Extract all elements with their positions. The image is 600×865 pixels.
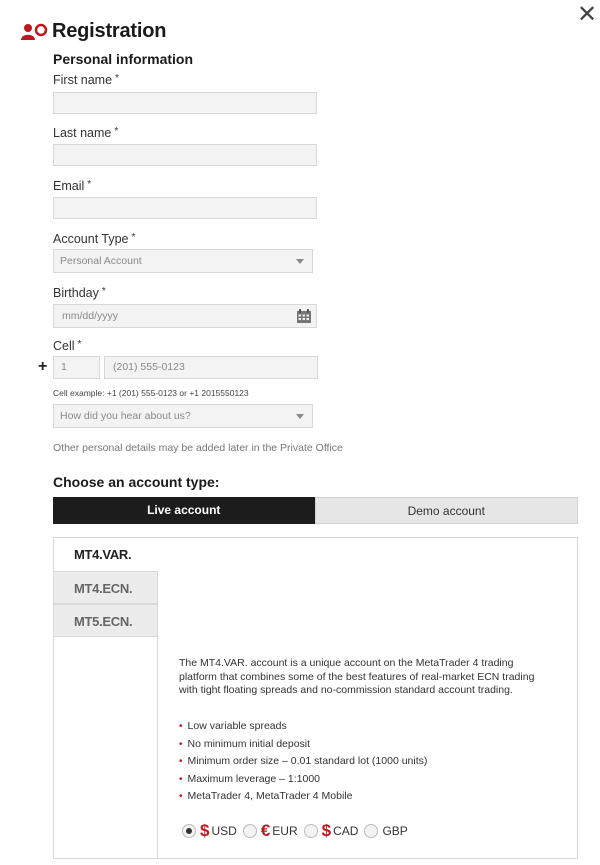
birthday-input[interactable] [53,304,317,328]
feature-list [179,718,427,806]
tab-live-account[interactable]: Live account [53,497,315,524]
last-name-label: Last name * [53,126,119,140]
account-type-tab-mt5-ecn[interactable]: MT5.ECN. [54,604,158,637]
calendar-icon[interactable] [296,308,312,324]
chevron-down-icon [296,414,304,419]
last-name-input[interactable] [53,144,317,166]
feature-item: • No minimum initial deposit [179,737,311,750]
account-type-tab-mt4-ecn[interactable]: MT4.ECN. [54,571,158,604]
personal-details-note: Other personal details may be added later in the Private Office [53,442,343,454]
feature-item: • MetaTrader 4, MetaTrader 4 Mobile [179,790,353,802]
euro-icon: € [260,821,271,840]
account-type-tab-mt4-var[interactable]: MT4.VAR. [54,538,158,571]
referral-select[interactable] [53,404,313,428]
bullet-icon: • [179,756,183,767]
account-choice-title: Choose an account type: [53,474,220,490]
feature-item: • Low variable spreads [179,720,287,732]
bullet-icon: • [179,791,183,802]
currency-radio-usd[interactable] [182,824,196,838]
currency-label-eur: EUR [272,824,298,838]
currency-options [182,821,414,841]
currency-radio-gbp[interactable] [364,824,378,838]
account-type-select[interactable] [53,249,313,273]
account-tabs [53,497,578,524]
account-type-value: Personal Account [60,255,142,267]
dollar-icon: $ [200,821,210,840]
feature-item: • Maximum leverage – 1:1000 [179,772,321,785]
currency-label-gbp: GBP [382,824,408,838]
currency-radio-cad[interactable] [304,824,318,838]
plus-icon: + [38,358,48,375]
email-input[interactable] [53,197,317,219]
cell-example-text: Cell example: +1 (201) 555-0123 or +1 2015550123 [53,388,249,398]
bullet-icon: • [179,773,183,785]
section-title: Personal information [53,51,194,67]
account-description: The MT4.VAR. account is a unique account on the MetaTrader 4 trading platform that combines some of the best features of real-market ECN trading with tight floating spreads and no-commission standard account trading. [179,657,535,696]
divider [157,637,158,859]
tab-demo-account[interactable]: Demo account [315,497,579,524]
cell-label: Cell * [53,339,82,353]
birthday-label: Birthday * [53,286,106,300]
account-panel [53,537,578,859]
chevron-down-icon [296,259,304,264]
bullet-icon: • [179,721,183,732]
page-title: Registration [52,20,167,42]
account-type-label: Account Type * [53,232,136,246]
currency-label-cad: CAD [333,824,359,838]
first-name-label: First name * [53,73,119,87]
currency-label-usd: USD [211,824,237,838]
referral-placeholder: How did you hear about us? [60,410,191,422]
currency-radio-eur[interactable] [243,824,257,838]
bullet-icon: • [179,738,183,750]
email-label: Email * [53,179,92,193]
country-code-input[interactable]: 1 [53,356,100,379]
user-add-icon [20,23,48,41]
close-icon[interactable]: ✕ [576,1,598,28]
first-name-input[interactable] [53,92,317,114]
phone-input[interactable]: (201) 555-0123 [104,356,318,379]
feature-item: • Minimum order size – 0.01 standard lot (1000 units) [179,755,428,767]
birthday-placeholder: mm/dd/yyyy [62,310,119,322]
dollar-icon: $ [321,821,332,840]
